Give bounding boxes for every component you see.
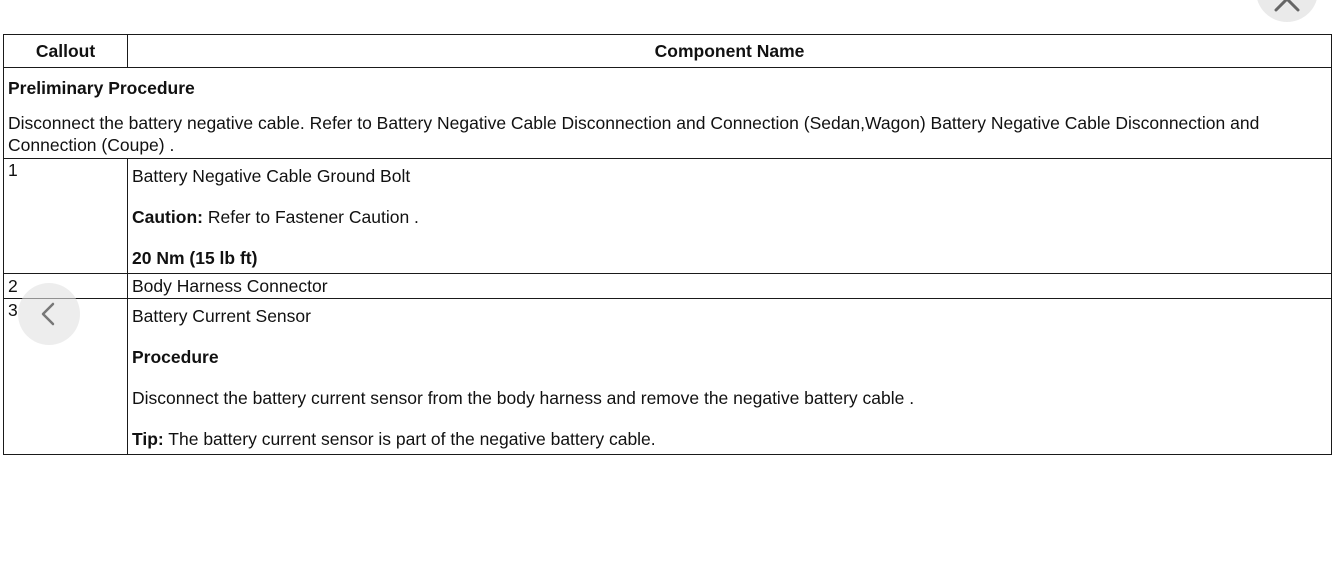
component-cell bbox=[128, 299, 1332, 455]
close-icon bbox=[1272, 0, 1302, 16]
preliminary-row bbox=[4, 68, 1332, 159]
preliminary-title: Preliminary Procedure bbox=[8, 78, 195, 98]
tip-label: Tip: bbox=[132, 429, 164, 449]
table-row bbox=[4, 274, 1332, 299]
components-table bbox=[3, 34, 1332, 455]
callout-number: 3 bbox=[4, 299, 128, 455]
close-button[interactable] bbox=[1256, 0, 1318, 22]
callout-number: 2 bbox=[4, 274, 128, 299]
caution-text: Refer to Fastener Caution . bbox=[202, 207, 419, 227]
tip-note bbox=[132, 409, 1327, 454]
header-callout: Callout bbox=[4, 35, 128, 68]
header-row bbox=[4, 35, 1332, 68]
preliminary-cell bbox=[4, 68, 1332, 159]
component-name: Body Harness Connector bbox=[128, 274, 1332, 299]
table-row bbox=[4, 299, 1332, 455]
component-name: Battery Current Sensor bbox=[132, 306, 311, 326]
header-component-name: Component Name bbox=[128, 35, 1332, 68]
chevron-left-icon bbox=[39, 301, 57, 327]
preliminary-text: Disconnect the battery negative cable. Refer to Battery Negative Cable Disconnection and Connection (Sedan,Wagon) Battery Negative Cable Disconnection and Connection (Coupe) . bbox=[8, 113, 1260, 155]
component-name: Battery Negative Cable Ground Bolt bbox=[132, 166, 411, 186]
tip-text: The battery current sensor is part of the negative battery cable. bbox=[163, 429, 656, 449]
table-row bbox=[4, 159, 1332, 274]
torque-spec: 20 Nm (15 lb ft) bbox=[132, 248, 258, 268]
component-cell bbox=[128, 159, 1332, 274]
previous-button[interactable] bbox=[18, 283, 80, 345]
caution-label: Caution: bbox=[132, 207, 203, 227]
procedure-text: Disconnect the battery current sensor from the body harness and remove the negative battery cable . bbox=[132, 388, 915, 408]
caution-note bbox=[132, 187, 1327, 228]
procedure-title: Procedure bbox=[132, 347, 219, 367]
callout-number: 1 bbox=[4, 159, 128, 274]
